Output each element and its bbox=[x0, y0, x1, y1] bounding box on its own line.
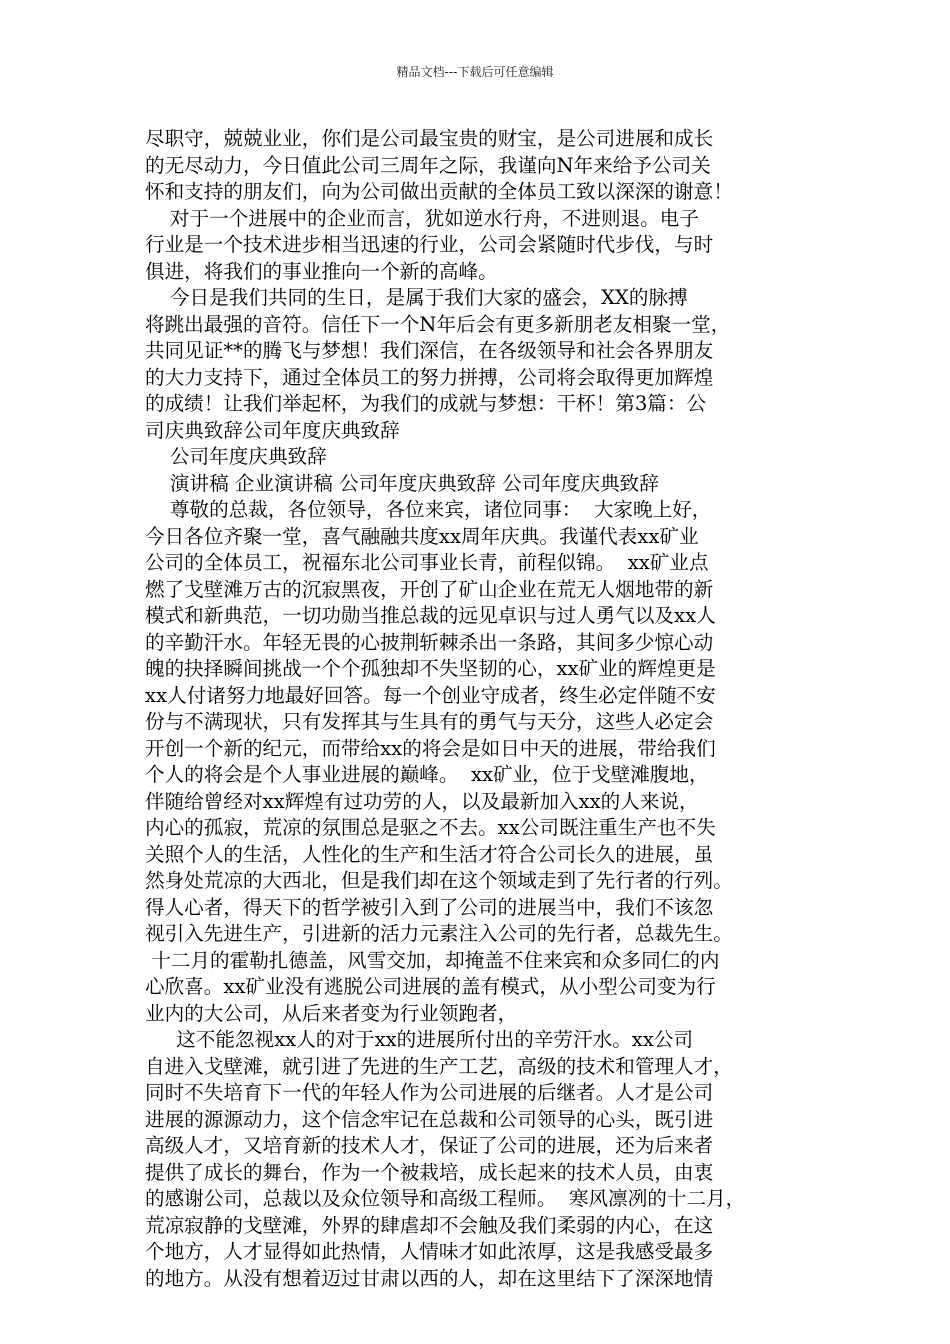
text-line: 这不能忽视xx人的对于xx的进展所付出的辛劳汗水。xx公司 bbox=[145, 1028, 694, 1051]
text-line: 对于一个进展中的企业而言，犹如逆水行舟，不进则退。电子 bbox=[145, 206, 699, 230]
text-line: 份与不满现状，只有发挥其与生具有的勇气与天分，这些人必定会 bbox=[145, 710, 714, 733]
text-line: 的地方。从没有想着迈过甘肃以西的人，却在这里结下了深深地情 bbox=[145, 1266, 714, 1290]
text-line: 燃了戈壁滩万古的沉寂黑夜，开创了矿山企业在荒无人烟地带的新 bbox=[145, 577, 714, 601]
text-line: 公司的全体员工，祝福东北公司事业长青，前程似锦。 xx矿业点 bbox=[145, 551, 709, 574]
text-line: 尊敬的总裁，各位领导，各位来宾，诸位同事： 大家晚上好， bbox=[145, 498, 712, 521]
text-line: 今日各位齐聚一堂，喜气融融共度xx周年庆典。我谨代表xx矿业 bbox=[145, 524, 699, 548]
text-line: 荒凉寂静的戈壁滩，外界的肆虐却不会触及我们柔弱的内心，在这 bbox=[145, 1213, 714, 1237]
text-line: 演讲稿 企业演讲稿 公司年度庆典致辞 公司年度庆典致辞 bbox=[145, 471, 659, 495]
text-line: 的成绩！让我们举起杯，为我们的成就与梦想：干杯！第3篇：公 bbox=[145, 392, 707, 415]
text-line: 个地方，人才显得如此热情，人情味才如此浓厚，这是我感受最多 bbox=[145, 1240, 714, 1263]
text-line: 提供了成长的舞台，作为一个被栽培，成长起来的技术人员，由衷 bbox=[145, 1160, 714, 1184]
text-line: 十二月的霍勒扎德盖，风雪交加，却掩盖不住来宾和众多同仁的内 bbox=[145, 948, 720, 972]
text-line: 的无尽动力，今日值此公司三周年之际，我谨向N年来给予公司关 bbox=[145, 153, 711, 177]
text-line: 魄的抉择瞬间挑战一个个孤独却不失坚韧的心，xx矿业的辉煌更是 bbox=[145, 657, 716, 680]
text-line: 的大力支持下，通过全体员工的努力拼搏，公司将会取得更加辉煌 bbox=[145, 365, 714, 389]
text-line: 的感谢公司，总裁以及众位领导和高级工程师。 寒风凛冽的十二月， bbox=[145, 1187, 746, 1210]
page-header: 精品文档---下载后可任意编辑 bbox=[396, 65, 554, 79]
text-line: 行业是一个技术进步相当迅速的行业，公司会紧随时代步伐，与时 bbox=[145, 233, 714, 256]
text-line: 俱进，将我们的事业推向一个新的高峰。 bbox=[145, 259, 498, 283]
text-line: 伴随给曾经对xx辉煌有过功劳的人，以及最新加入xx的人来说， bbox=[145, 789, 699, 813]
text-line: 视引入先进生产，引进新的活力元素注入公司的先行者，总裁先生。 bbox=[145, 922, 733, 945]
text-line: 自进入戈壁滩，就引进了先进的生产工艺，高级的技术和管理人才， bbox=[145, 1054, 733, 1078]
text-line: 模式和新典范，一切功勋当推总裁的远见卓识与过人勇气以及xx人 bbox=[145, 604, 716, 627]
text-line: 尽职守，兢兢业业，你们是公司最宝贵的财宝，是公司进展和成长 bbox=[145, 127, 714, 150]
text-line: 公司年度庆典致辞 bbox=[145, 445, 327, 468]
text-line: 今日是我们共同的生日，是属于我们大家的盛会，XX的脉搏 bbox=[145, 286, 688, 309]
text-line: 共同见证**的腾飞与梦想！我们深信，在各级领导和社会各界朋友 bbox=[145, 339, 714, 362]
text-line: xx人付诸努力地最好回答。每一个创业守成者，终生必定伴随不安 bbox=[145, 683, 716, 707]
text-line: 同时不失培育下一代的年轻人作为公司进展的后继者。人才是公司 bbox=[145, 1081, 714, 1104]
text-line: 关照个人的生活，人性化的生产和生活才符合公司长久的进展，虽 bbox=[145, 842, 714, 866]
text-line: 然身处荒凉的大西北，但是我们却在这个领域走到了先行者的行列。 bbox=[145, 869, 733, 892]
text-line: 开创一个新的纪元，而带给xx的将会是如日中天的进展，带给我们 bbox=[145, 736, 716, 760]
text-line: 进展的源源动力，这个信念牢记在总裁和公司领导的心头，既引进 bbox=[145, 1107, 714, 1131]
text-line: 业内的大公司，从后来者变为行业领跑者， bbox=[145, 1001, 518, 1025]
text-line: 的辛勤汗水。年轻无畏的心披荆斩棘杀出一条路，其间多少惊心动 bbox=[145, 630, 714, 654]
text-line: 内心的孤寂，荒凉的氛围总是驱之不去。xx公司既注重生产也不失 bbox=[145, 816, 716, 839]
text-line: 心欣喜。xx矿业没有逃脱公司进展的盖有模式，从小型公司变为行 bbox=[145, 975, 716, 998]
text-line: 个人的将会是个人事业进展的巅峰。 xx矿业，位于戈壁滩腹地， bbox=[145, 763, 709, 786]
text-line: 怀和支持的朋友们，向为公司做出贡献的全体员工致以深深的谢意！ bbox=[145, 180, 733, 203]
text-line: 将跳出最强的音符。信任下一个N年后会有更多新朋老友相聚一堂， bbox=[145, 312, 731, 336]
text-line: 司庆典致辞公司年度庆典致辞 bbox=[145, 418, 400, 442]
document-body bbox=[145, 126, 805, 1292]
text-line: 高级人才，又培育新的技术人才，保证了公司的进展，还为后来者 bbox=[145, 1134, 714, 1157]
text-line: 得人心者，得天下的哲学被引入到了公司的进展当中，我们不该忽 bbox=[145, 895, 714, 919]
